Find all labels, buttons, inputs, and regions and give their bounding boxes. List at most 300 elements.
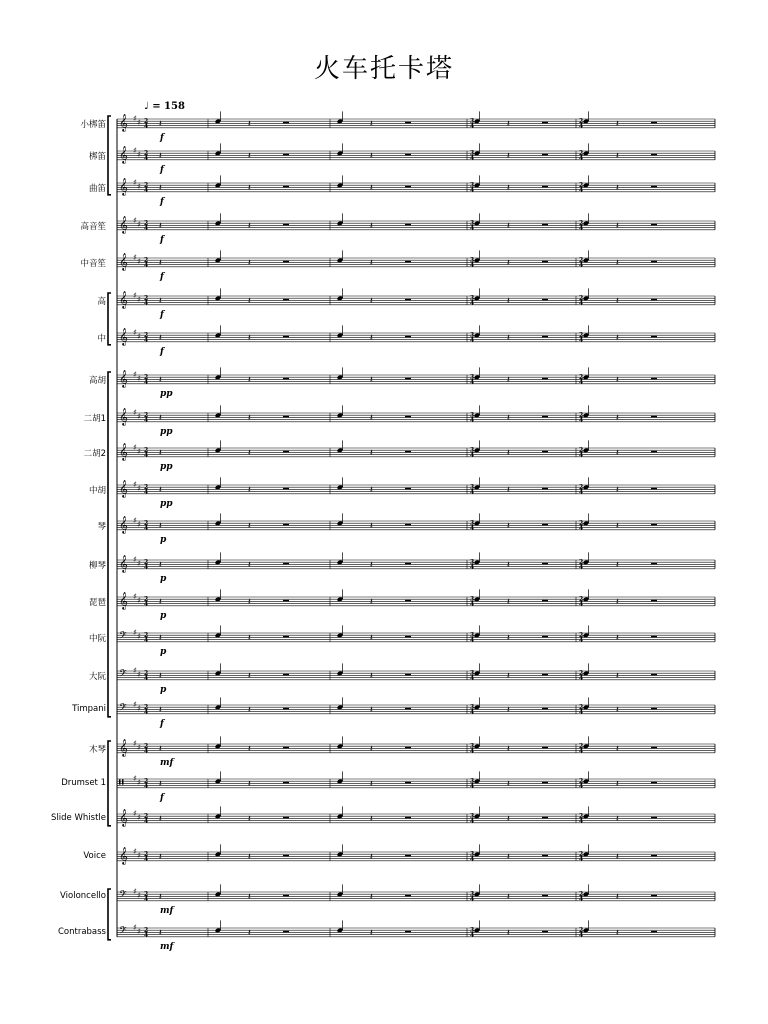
clef-bass: 𝄢 (119, 701, 127, 716)
rest: 𝄽 (507, 744, 510, 755)
time-signature: 2 (144, 704, 149, 711)
rest: 𝄽 (507, 183, 510, 194)
time-signature: 2 (144, 374, 149, 381)
time-signature: 4 (144, 748, 149, 755)
instrument-name: 高胡 (88, 376, 106, 386)
rest: 𝄽 (159, 521, 162, 532)
rest: 𝄽 (248, 119, 251, 130)
instrument-name: 二胡2 (83, 449, 106, 459)
rest: 𝄽 (507, 633, 510, 644)
sharp-sign: ♯ (133, 592, 137, 601)
clef-treble: 𝄞 (119, 113, 128, 132)
time-signature: 4 (144, 379, 149, 386)
group-bracket (108, 889, 111, 940)
time-signature: 2 (579, 220, 584, 227)
half-rest (405, 451, 411, 453)
time-signature: 4 (579, 748, 584, 755)
rest: 𝄽 (616, 296, 619, 307)
rest: 𝄽 (507, 521, 510, 532)
rest: 𝄽 (616, 151, 619, 162)
half-rest (542, 782, 548, 784)
time-signature: 4 (144, 675, 149, 682)
half-rest (542, 817, 548, 819)
half-rest (405, 747, 411, 749)
time-signature: 2 (579, 118, 584, 125)
time-signature: 2 (144, 182, 149, 189)
time-signature: 4 (579, 489, 584, 496)
sharp-sign: ♯ (137, 927, 141, 936)
half-rest (542, 674, 548, 676)
half-rest (283, 336, 289, 338)
rest: 𝄽 (159, 597, 162, 608)
instrument-name: 大阮 (88, 672, 106, 682)
rest: 𝄽 (370, 744, 373, 755)
rest: 𝄽 (616, 183, 619, 194)
clef-treble: 𝄞 (119, 554, 128, 573)
half-rest (542, 708, 548, 710)
sharp-sign: ♯ (133, 774, 137, 783)
group-bracket (108, 116, 111, 195)
dynamic-marking: f (160, 165, 164, 175)
sharp-sign: ♯ (133, 847, 137, 856)
time-signature: 3 (470, 851, 475, 858)
time-signature: 3 (470, 374, 475, 381)
sharp-sign: ♯ (137, 374, 141, 383)
half-rest (283, 563, 289, 565)
rest: 𝄽 (248, 413, 251, 424)
sharp-sign: ♯ (137, 670, 141, 679)
half-rest (651, 186, 657, 188)
time-signature: 4 (144, 300, 149, 307)
half-rest (542, 122, 548, 124)
rest: 𝄽 (370, 413, 373, 424)
rest: 𝄽 (159, 183, 162, 194)
half-rest (283, 636, 289, 638)
half-rest (283, 782, 289, 784)
half-rest (283, 186, 289, 188)
clef-treble: 𝄞 (119, 479, 128, 498)
time-signature: 4 (144, 564, 149, 571)
rest: 𝄽 (616, 852, 619, 863)
half-rest (405, 488, 411, 490)
rest: 𝄽 (370, 258, 373, 269)
sharp-sign: ♯ (137, 150, 141, 159)
rest: 𝄽 (507, 671, 510, 682)
time-signature: 3 (470, 447, 475, 454)
time-signature: 3 (470, 520, 475, 527)
time-signature: 2 (579, 927, 584, 934)
rest: 𝄽 (159, 779, 162, 790)
time-signature: 2 (579, 520, 584, 527)
half-rest (542, 636, 548, 638)
sharp-sign: ♯ (133, 216, 137, 225)
half-rest (405, 855, 411, 857)
rest: 𝄽 (159, 375, 162, 386)
half-rest (405, 122, 411, 124)
half-rest (405, 261, 411, 263)
time-signature: 3 (470, 891, 475, 898)
time-signature: 3 (470, 559, 475, 566)
half-rest (542, 154, 548, 156)
time-signature: 4 (579, 262, 584, 269)
rest: 𝄽 (248, 151, 251, 162)
time-signature: 2 (144, 295, 149, 302)
sharp-sign: ♯ (137, 851, 141, 860)
time-signature: 2 (579, 182, 584, 189)
rest: 𝄽 (370, 814, 373, 825)
time-signature: 3 (470, 295, 475, 302)
instrument-name: 中胡 (88, 486, 106, 496)
time-signature: 4 (470, 417, 475, 424)
time-signature: 4 (470, 525, 475, 532)
half-rest (405, 708, 411, 710)
rest: 𝄽 (370, 221, 373, 232)
time-signature: 2 (144, 670, 149, 677)
time-signature: 4 (144, 932, 149, 939)
time-signature: 4 (579, 783, 584, 790)
time-signature: 4 (579, 525, 584, 532)
clef-treble: 𝄞 (119, 808, 128, 827)
sharp-sign: ♯ (133, 253, 137, 262)
time-signature: 3 (470, 150, 475, 157)
time-signature: 2 (144, 778, 149, 785)
rest: 𝄽 (159, 221, 162, 232)
rest: 𝄽 (248, 892, 251, 903)
rest: 𝄽 (616, 221, 619, 232)
time-signature: 2 (144, 559, 149, 566)
instrument-name: 高 (97, 297, 106, 307)
rest: 𝄽 (159, 296, 162, 307)
rest: 𝄽 (370, 597, 373, 608)
time-signature: 2 (144, 332, 149, 339)
rest: 𝄽 (616, 485, 619, 496)
instrument-name: Timpani (72, 704, 106, 714)
sharp-sign: ♯ (133, 370, 137, 379)
rest: 𝄽 (616, 375, 619, 386)
half-rest (542, 336, 548, 338)
clef-treble: 𝄞 (119, 252, 128, 271)
sharp-sign: ♯ (133, 291, 137, 300)
rest: 𝄽 (616, 413, 619, 424)
clef-treble: 𝄞 (119, 215, 128, 234)
time-signature: 4 (470, 337, 475, 344)
rest: 𝄽 (507, 333, 510, 344)
clef-bass: 𝄢 (119, 629, 127, 644)
time-signature: 4 (470, 675, 475, 682)
sharp-sign: ♯ (137, 813, 141, 822)
sharp-sign: ♯ (137, 778, 141, 787)
sharp-sign: ♯ (137, 257, 141, 266)
time-signature: 2 (579, 484, 584, 491)
instrument-name: Drumset 1 (61, 778, 106, 788)
rest: 𝄽 (507, 814, 510, 825)
clef-bass: 𝄢 (119, 888, 127, 903)
time-signature: 3 (470, 484, 475, 491)
half-rest (283, 154, 289, 156)
time-signature: 4 (470, 564, 475, 571)
rest: 𝄽 (159, 413, 162, 424)
time-signature: 4 (470, 709, 475, 716)
sharp-sign: ♯ (137, 632, 141, 641)
rest: 𝄽 (616, 633, 619, 644)
half-rest (283, 931, 289, 933)
dynamic-marking: p (160, 611, 167, 621)
rest: 𝄽 (159, 560, 162, 571)
half-rest (542, 600, 548, 602)
score-title: 火车托卡塔 (313, 54, 454, 84)
half-rest (283, 747, 289, 749)
half-rest (651, 636, 657, 638)
half-rest (651, 817, 657, 819)
dynamic-marking: f (160, 310, 164, 320)
time-signature: 4 (470, 452, 475, 459)
half-rest (405, 336, 411, 338)
half-rest (405, 299, 411, 301)
half-rest (283, 451, 289, 453)
half-rest (651, 895, 657, 897)
half-rest (651, 378, 657, 380)
time-signature: 4 (470, 489, 475, 496)
rest: 𝄽 (507, 485, 510, 496)
time-signature: 2 (579, 596, 584, 603)
time-signature: 4 (144, 337, 149, 344)
time-signature: 3 (470, 813, 475, 820)
half-rest (283, 224, 289, 226)
time-signature: 2 (579, 559, 584, 566)
rest: 𝄽 (616, 744, 619, 755)
time-signature: 3 (470, 743, 475, 750)
rest: 𝄽 (159, 671, 162, 682)
rest: 𝄽 (248, 560, 251, 571)
rest: 𝄽 (507, 705, 510, 716)
instrument-name: 小梆笛 (80, 120, 106, 130)
rest: 𝄽 (248, 485, 251, 496)
half-rest (405, 895, 411, 897)
time-signature: 4 (470, 896, 475, 903)
sharp-sign: ♯ (137, 295, 141, 304)
sharp-sign: ♯ (137, 332, 141, 341)
sharp-sign: ♯ (133, 443, 137, 452)
half-rest (542, 563, 548, 565)
half-rest (651, 224, 657, 226)
rest: 𝄽 (248, 448, 251, 459)
half-rest (651, 600, 657, 602)
instrument-name: 柳琴 (88, 561, 106, 571)
half-rest (651, 747, 657, 749)
rest: 𝄽 (370, 333, 373, 344)
time-signature: 4 (579, 675, 584, 682)
time-signature: 3 (470, 220, 475, 227)
rest: 𝄽 (159, 258, 162, 269)
time-signature: 4 (470, 856, 475, 863)
dynamic-marking: f (160, 272, 164, 282)
instrument-name: Violoncello (60, 891, 106, 901)
time-signature: 3 (470, 118, 475, 125)
dynamic-marking: mf (160, 906, 174, 916)
time-signature: 4 (470, 225, 475, 232)
clef-treble: 𝄞 (119, 327, 128, 346)
rest: 𝄽 (616, 333, 619, 344)
rest: 𝄽 (159, 928, 162, 939)
half-rest (283, 817, 289, 819)
time-signature: 4 (144, 525, 149, 532)
time-signature: 4 (579, 155, 584, 162)
rest: 𝄽 (507, 779, 510, 790)
time-signature: 2 (144, 520, 149, 527)
time-signature: 4 (579, 896, 584, 903)
dynamic-marking: f (160, 133, 164, 143)
dynamic-marking: f (160, 347, 164, 357)
sharp-sign: ♯ (137, 182, 141, 191)
rest: 𝄽 (370, 485, 373, 496)
clef-bass: 𝄢 (119, 924, 127, 939)
sharp-sign: ♯ (137, 596, 141, 605)
half-rest (651, 122, 657, 124)
rest: 𝄽 (248, 633, 251, 644)
rest: 𝄽 (616, 779, 619, 790)
time-signature: 4 (470, 932, 475, 939)
time-signature: 3 (470, 632, 475, 639)
group-bracket (108, 372, 111, 717)
time-signature: 3 (470, 257, 475, 264)
half-rest (283, 895, 289, 897)
time-signature: 2 (144, 632, 149, 639)
rest: 𝄽 (507, 296, 510, 307)
half-rest (651, 674, 657, 676)
half-rest (651, 782, 657, 784)
half-rest (405, 674, 411, 676)
rest: 𝄽 (159, 448, 162, 459)
instrument-name: 曲笛 (88, 184, 106, 194)
half-rest (283, 674, 289, 676)
time-signature: 2 (579, 813, 584, 820)
half-rest (542, 747, 548, 749)
rest: 𝄽 (370, 296, 373, 307)
time-signature: 2 (579, 704, 584, 711)
instrument-name: 中 (97, 334, 106, 344)
time-signature: 2 (579, 332, 584, 339)
half-rest (651, 261, 657, 263)
time-signature: 4 (579, 123, 584, 130)
rest: 𝄽 (248, 375, 251, 386)
rest: 𝄽 (159, 151, 162, 162)
time-signature: 2 (579, 778, 584, 785)
rest: 𝄽 (248, 296, 251, 307)
rest: 𝄽 (370, 119, 373, 130)
half-rest (542, 378, 548, 380)
clef-treble: 𝄞 (119, 846, 128, 865)
instrument-name: 中阮 (88, 634, 106, 644)
sharp-sign: ♯ (137, 412, 141, 421)
rest: 𝄽 (370, 521, 373, 532)
dynamic-marking: f (160, 235, 164, 245)
time-signature: 4 (579, 187, 584, 194)
rest: 𝄽 (507, 375, 510, 386)
time-signature: 4 (579, 637, 584, 644)
rest: 𝄽 (370, 671, 373, 682)
time-signature: 4 (470, 300, 475, 307)
time-signature: 4 (144, 637, 149, 644)
time-signature: 4 (144, 225, 149, 232)
time-signature: 2 (579, 257, 584, 264)
half-rest (651, 931, 657, 933)
dynamic-marking: pp (160, 499, 173, 509)
instrument-name: 梆笛 (88, 152, 106, 162)
half-rest (542, 261, 548, 263)
sharp-sign: ♯ (133, 700, 137, 709)
time-signature: 4 (144, 818, 149, 825)
sharp-sign: ♯ (133, 887, 137, 896)
time-signature: 4 (144, 417, 149, 424)
rest: 𝄽 (248, 928, 251, 939)
half-rest (283, 416, 289, 418)
half-rest (283, 524, 289, 526)
rest: 𝄽 (616, 928, 619, 939)
clef-treble: 𝄞 (119, 290, 128, 309)
sharp-sign: ♯ (133, 408, 137, 417)
time-signature: 3 (470, 596, 475, 603)
clef-treble: 𝄞 (119, 145, 128, 164)
rest: 𝄽 (616, 448, 619, 459)
rest: 𝄽 (370, 183, 373, 194)
half-rest (283, 378, 289, 380)
time-signature: 4 (470, 155, 475, 162)
half-rest (405, 154, 411, 156)
clef-treble: 𝄞 (119, 407, 128, 426)
sharp-sign: ♯ (133, 480, 137, 489)
dynamic-marking: f (160, 197, 164, 207)
time-signature: 4 (144, 601, 149, 608)
half-rest (651, 563, 657, 565)
time-signature: 4 (144, 856, 149, 863)
time-signature: 4 (579, 601, 584, 608)
instrument-name: 琴 (97, 522, 106, 532)
rest: 𝄽 (159, 852, 162, 863)
time-signature: 4 (579, 300, 584, 307)
half-rest (283, 122, 289, 124)
rest: 𝄽 (507, 151, 510, 162)
sharp-sign: ♯ (133, 809, 137, 818)
rest: 𝄽 (248, 183, 251, 194)
half-rest (651, 488, 657, 490)
half-rest (542, 895, 548, 897)
rest: 𝄽 (616, 671, 619, 682)
sharp-sign: ♯ (137, 484, 141, 493)
time-signature: 3 (470, 182, 475, 189)
clef-treble: 𝄞 (119, 591, 128, 610)
time-signature: 3 (470, 927, 475, 934)
time-signature: 4 (579, 564, 584, 571)
rest: 𝄽 (248, 258, 251, 269)
rest: 𝄽 (248, 671, 251, 682)
half-rest (283, 488, 289, 490)
time-signature: 4 (470, 123, 475, 130)
rest: 𝄽 (370, 560, 373, 571)
half-rest (651, 336, 657, 338)
clef-treble: 𝄞 (119, 442, 128, 461)
time-signature: 2 (579, 851, 584, 858)
sharp-sign: ♯ (133, 114, 137, 123)
half-rest (542, 224, 548, 226)
dynamic-marking: mf (160, 758, 174, 768)
clef-treble: 𝄞 (119, 738, 128, 757)
time-signature: 4 (144, 187, 149, 194)
time-signature: 4 (144, 489, 149, 496)
half-rest (405, 636, 411, 638)
sharp-sign: ♯ (133, 328, 137, 337)
rest: 𝄽 (159, 814, 162, 825)
rest: 𝄽 (370, 928, 373, 939)
